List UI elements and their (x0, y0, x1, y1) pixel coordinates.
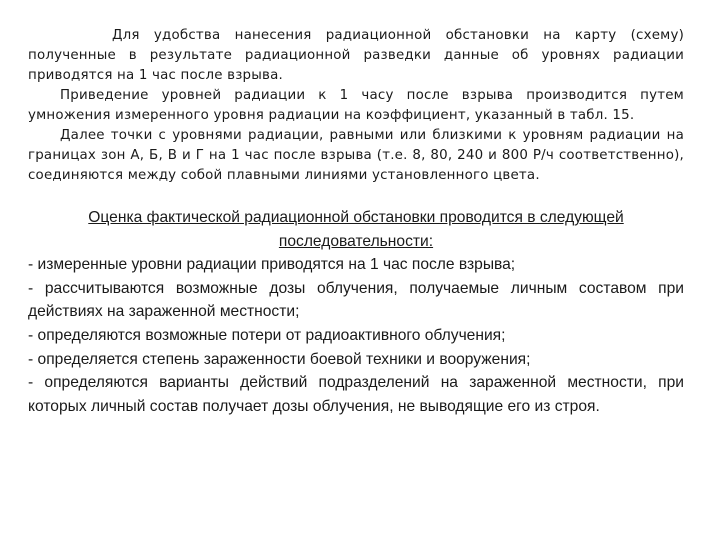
assessment-heading: Оценка фактической радиационной обстановки проводится в следующей последовательности: (88, 209, 624, 250)
list-item: - определяется степень зараженности боевой техники и вооружения; (28, 350, 531, 368)
intro-paragraph-zone-lines: Далее точки с уровнями радиации, равными или близкими к уровням радиации на границах зон А, Б, В и Г на 1 час после взрыва (т.е. 8, 80, 240 и 800 Р/ч соответственно), соединяются между собой плавными линиями установленного цвета. (28, 128, 684, 183)
document-page (28, 26, 684, 418)
list-item: - определяются варианты действий подразделений на зараженной местности, при которых личный состав получает дозы облучения, не выводящие его из строя. (28, 374, 684, 415)
list-item: - определяются возможные потери от радиоактивного облучения; (28, 326, 506, 344)
intro-paragraph-conversion: Приведение уровней радиации к 1 часу после взрыва производится путем умножения измеренного уровня радиации на коэффициент, указанный в табл. 15. (28, 88, 684, 123)
list-item: - рассчитываются возможные дозы облучения, получаемые личным составом при действиях на зараженной местности; (28, 279, 684, 321)
assessment-section (28, 206, 684, 418)
intro-section (28, 26, 684, 186)
list-item: - измеренные уровни радиации приводятся на 1 час после взрыва; (28, 256, 516, 274)
intro-paragraph-map-plotting: Для удобства нанесения радиационной обстановки на карту (схему) полученные в результате радиационной разведки данные об уровнях радиации приводятся на 1 час после взрыва. (28, 28, 684, 83)
assessment-steps-list (28, 253, 684, 418)
